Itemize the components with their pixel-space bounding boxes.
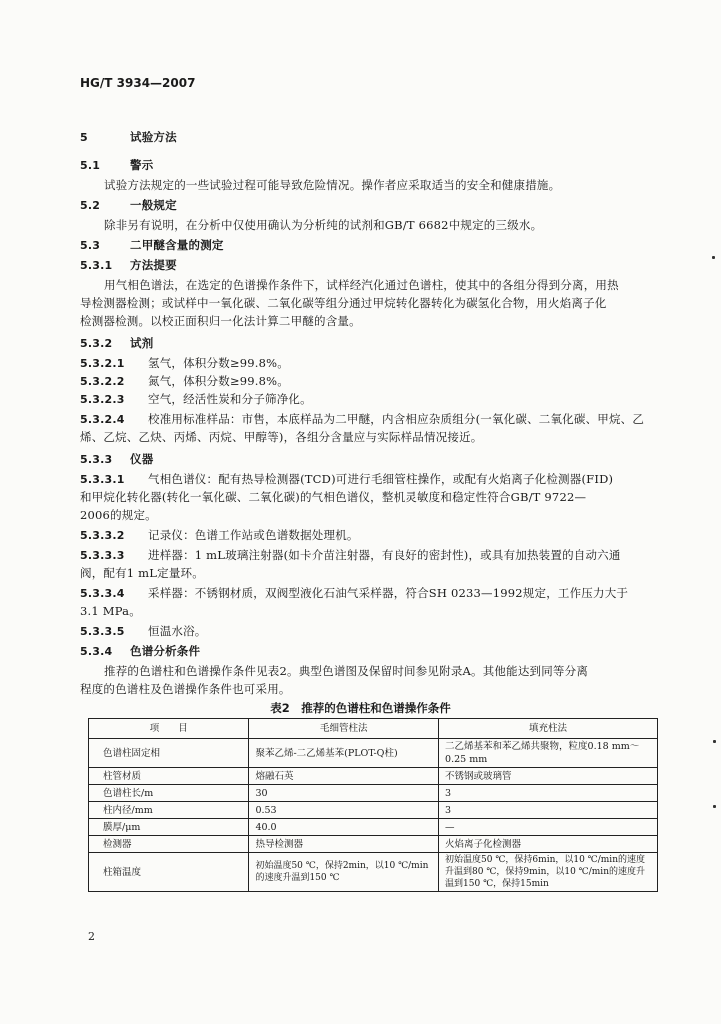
text-line bbox=[80, 490, 586, 504]
body-text: 和甲烷化转化器(转化一氧化碳、二氧化碳)的气相色谱仪，整机灵敏度和稳定性符合GB/T 9722— bbox=[80, 490, 587, 504]
table-cell: 色谱柱固定相 bbox=[89, 739, 249, 768]
table-cell: — bbox=[439, 819, 658, 836]
text-line bbox=[104, 218, 542, 232]
body-text: 推荐的色谱柱和色谱操作条件见表2。典型色谱图及保留时间参见附录A。其他能达到同等分离 bbox=[104, 664, 589, 678]
body-text: 试验方法规定的一些试验过程可能导致危险情况。操作者应采取适当的安全和健康措施。 bbox=[104, 178, 561, 192]
text-line bbox=[80, 566, 204, 580]
table-cell: 聚苯乙烯-二乙烯基苯(PLOT-Q柱) bbox=[249, 739, 439, 768]
table-cell: 熔融石英 bbox=[249, 768, 439, 785]
section-heading: 仪器 bbox=[130, 452, 154, 466]
table-title: 表2 推荐的色谱柱和色谱操作条件 bbox=[270, 701, 451, 715]
text-line bbox=[80, 356, 289, 371]
clause-number: 5.3.4 bbox=[80, 645, 113, 658]
body-text: 用气相色谱法，在选定的色谱操作条件下，试样经汽化通过色谱柱，使其中的各组分得到分离，用热 bbox=[104, 278, 619, 292]
table-row bbox=[89, 785, 658, 802]
table-cell: 3 bbox=[439, 802, 658, 819]
chromatography-conditions-table bbox=[88, 718, 658, 892]
table-cell: 火焰离子化检测器 bbox=[439, 836, 658, 853]
table-cell: 30 bbox=[249, 785, 439, 802]
text-line bbox=[80, 452, 153, 467]
clause-number: 5.3 bbox=[80, 239, 101, 252]
clause-number: 5.3.1 bbox=[80, 259, 113, 272]
body-text: 检测器检测。以校正面积归一化法计算二甲醚的含量。 bbox=[80, 314, 361, 328]
table-header-packed: 填充柱法 bbox=[439, 719, 658, 739]
table-row bbox=[89, 802, 658, 819]
text-line bbox=[80, 314, 361, 328]
table-row bbox=[89, 768, 658, 785]
text-line bbox=[80, 238, 224, 253]
body-text: 恒温水浴。 bbox=[148, 624, 207, 638]
scan-artifact bbox=[713, 740, 716, 743]
clause-number: 5.3.2.2 bbox=[80, 375, 125, 388]
text-line bbox=[104, 178, 560, 192]
clause-number: 5.3.3.2 bbox=[80, 529, 125, 542]
table-cell: 柱箱温度 bbox=[89, 853, 249, 892]
body-text: 氮气，体积分数≥99.8%。 bbox=[148, 374, 289, 388]
clause-number: 5.3.3.3 bbox=[80, 549, 125, 562]
table-cell: 初始温度50 ℃，保持2min，以10 ℃/min的速度升温到150 ℃ bbox=[249, 853, 439, 892]
table-cell: 40.0 bbox=[249, 819, 439, 836]
body-text: 3.1 MPa。 bbox=[80, 604, 141, 618]
table-cell: 热导检测器 bbox=[249, 836, 439, 853]
table-cell: 检测器 bbox=[89, 836, 249, 853]
text-line bbox=[80, 472, 613, 487]
table-cell: 柱管材质 bbox=[89, 768, 249, 785]
body-text: 2006的规定。 bbox=[80, 508, 157, 522]
table-header-row bbox=[89, 719, 658, 739]
table-header-capillary: 毛细管柱法 bbox=[249, 719, 439, 739]
table-cell: 柱内径/mm bbox=[89, 802, 249, 819]
page-number: 2 bbox=[88, 930, 95, 943]
clause-number: 5.3.3.4 bbox=[80, 587, 125, 600]
body-text: 氢气，体积分数≥99.8%。 bbox=[148, 356, 289, 370]
text-line bbox=[80, 430, 482, 444]
text-line bbox=[80, 296, 607, 310]
text-line bbox=[80, 130, 177, 145]
body-text: 校准用标准样品：市售，本底样品为二甲醚，内含相应杂质组分(一氧化碳、二氧化碳、甲烷、乙 bbox=[148, 412, 645, 426]
text-line bbox=[104, 664, 588, 678]
body-text: 除非另有说明，在分析中仅使用确认为分析纯的试剂和GB/T 6682中规定的三级水。 bbox=[104, 218, 543, 232]
text-line bbox=[80, 336, 153, 351]
table-header-item: 项 目 bbox=[89, 719, 249, 739]
body-text: 烯、乙烷、乙炔、丙烯、丙烷、甲醇等)，各组分含量应与实际样品情况接近。 bbox=[80, 430, 483, 444]
clause-number: 5.3.3.1 bbox=[80, 473, 125, 486]
text-line bbox=[80, 258, 177, 273]
scan-artifact bbox=[713, 805, 716, 808]
text-line bbox=[80, 586, 628, 601]
section-heading: 警示 bbox=[130, 158, 154, 172]
text-line bbox=[80, 682, 291, 696]
clause-number: 5.3.2.3 bbox=[80, 393, 125, 406]
section-heading: 二甲醚含量的测定 bbox=[130, 238, 224, 252]
body-text: 气相色谱仪：配有热导检测器(TCD)可进行毛细管柱操作，或配有火焰离子化检测器(FID) bbox=[148, 472, 614, 486]
body-text: 采样器：不锈钢材质，双阀型液化石油气采样器，符合SH 0233—1992规定，工作压力大于 bbox=[148, 586, 629, 600]
text-line bbox=[80, 374, 289, 389]
section-heading: 方法提要 bbox=[130, 258, 177, 272]
clause-number: 5.3.2.4 bbox=[80, 413, 125, 426]
text-line bbox=[80, 198, 177, 213]
table-row bbox=[89, 739, 658, 768]
clause-number: 5.1 bbox=[80, 159, 101, 172]
text-line bbox=[104, 278, 619, 292]
table-cell: 色谱柱长/m bbox=[89, 785, 249, 802]
table-row bbox=[89, 819, 658, 836]
clause-number: 5.2 bbox=[80, 199, 101, 212]
section-heading: 试剂 bbox=[130, 336, 154, 350]
standard-code: HG/T 3934—2007 bbox=[80, 76, 196, 90]
body-text: 空气，经活性炭和分子筛净化。 bbox=[148, 392, 312, 406]
clause-number: 5 bbox=[80, 131, 88, 144]
body-text: 阀，配有1 mL定量环。 bbox=[80, 566, 204, 580]
section-heading: 色谱分析条件 bbox=[130, 644, 201, 658]
section-heading: 试验方法 bbox=[130, 130, 177, 144]
text-line bbox=[80, 548, 621, 563]
body-text: 记录仪：色谱工作站或色谱数据处理机。 bbox=[148, 528, 359, 542]
text-line bbox=[80, 644, 200, 659]
scan-artifact bbox=[712, 256, 715, 259]
clause-number: 5.3.2 bbox=[80, 337, 113, 350]
body-text: 进样器：1 mL玻璃注射器(如卡介苗注射器，有良好的密封性)，或具有加热装置的自动六通 bbox=[148, 548, 621, 562]
table-cell: 不锈钢或玻璃管 bbox=[439, 768, 658, 785]
table-cell: 0.53 bbox=[249, 802, 439, 819]
table-cell: 初始温度50 ℃，保持6min，以10 ℃/min的速度升温到80 ℃，保持9min，以10 ℃/min的速度升温到150 ℃，保持15min bbox=[439, 853, 658, 892]
text-line bbox=[80, 624, 207, 639]
clause-number: 5.3.2.1 bbox=[80, 357, 125, 370]
table-cell: 3 bbox=[439, 785, 658, 802]
body-text: 程度的色谱柱及色谱操作条件也可采用。 bbox=[80, 682, 291, 696]
section-heading: 一般规定 bbox=[130, 198, 177, 212]
text-line bbox=[80, 158, 153, 173]
text-line bbox=[80, 392, 312, 407]
clause-number: 5.3.3 bbox=[80, 453, 113, 466]
table-row bbox=[89, 853, 658, 892]
table-cell: 膜厚/μm bbox=[89, 819, 249, 836]
table-row bbox=[89, 836, 658, 853]
text-line bbox=[80, 604, 141, 618]
table-cell: 二乙烯基苯和苯乙烯共聚物，粒度0.18 mm～0.25 mm bbox=[439, 739, 658, 768]
clause-number: 5.3.3.5 bbox=[80, 625, 125, 638]
text-line bbox=[80, 528, 359, 543]
text-line bbox=[80, 412, 644, 427]
body-text: 导检测器检测；或试样中一氧化碳、二氧化碳等组分通过甲烷转化器转化为碳氢化合物，用火焰离子化 bbox=[80, 296, 607, 310]
text-line bbox=[80, 508, 157, 522]
